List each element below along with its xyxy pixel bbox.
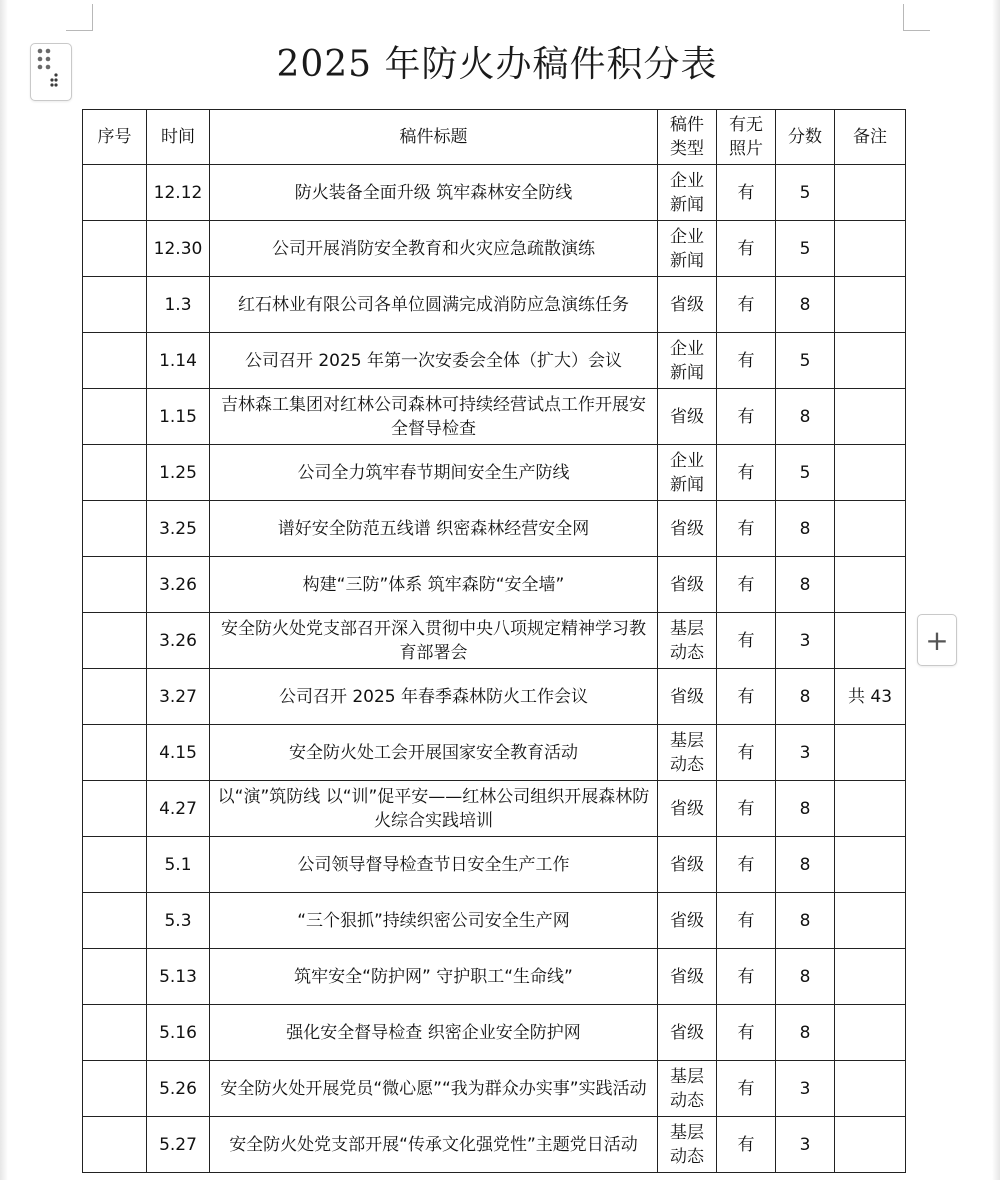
cell-remark[interactable] bbox=[835, 949, 906, 1005]
header-time: 时间 bbox=[147, 110, 210, 165]
cell-seq[interactable] bbox=[83, 949, 147, 1005]
cell-photo[interactable]: 有 bbox=[717, 1117, 776, 1173]
cell-title[interactable]: 安全防火处党支部开展“传承文化强党性”主题党日活动 bbox=[210, 1117, 658, 1173]
cell-title[interactable]: 安全防火处党支部召开深入贯彻中央八项规定精神学习教育部署会 bbox=[210, 613, 658, 669]
cell-seq[interactable] bbox=[83, 221, 147, 277]
cell-photo[interactable]: 有 bbox=[717, 613, 776, 669]
cell-time[interactable]: 5.26 bbox=[147, 1061, 210, 1117]
cell-seq[interactable] bbox=[83, 725, 147, 781]
header-photo: 有无照片 bbox=[717, 110, 776, 165]
cell-time[interactable]: 1.14 bbox=[147, 333, 210, 389]
cell-photo[interactable]: 有 bbox=[717, 277, 776, 333]
cell-seq[interactable] bbox=[83, 781, 147, 837]
table-row bbox=[83, 445, 906, 501]
cell-time[interactable]: 5.3 bbox=[147, 893, 210, 949]
cell-time[interactable]: 3.27 bbox=[147, 669, 210, 725]
cell-score[interactable]: 8 bbox=[776, 389, 835, 445]
cell-remark[interactable] bbox=[835, 557, 906, 613]
cell-title[interactable]: 公司全力筑牢春节期间安全生产防线 bbox=[210, 445, 658, 501]
cell-title[interactable]: 防火装备全面升级 筑牢森林安全防线 bbox=[210, 165, 658, 221]
cell-score[interactable]: 5 bbox=[776, 445, 835, 501]
cell-remark[interactable] bbox=[835, 221, 906, 277]
cell-type[interactable]: 省级 bbox=[658, 781, 717, 837]
cell-seq[interactable] bbox=[83, 1061, 147, 1117]
cell-type[interactable]: 省级 bbox=[658, 389, 717, 445]
cell-title[interactable]: 筑牢安全“防护网” 守护职工“生命线” bbox=[210, 949, 658, 1005]
cell-photo[interactable]: 有 bbox=[717, 1061, 776, 1117]
cell-seq[interactable] bbox=[83, 669, 147, 725]
cell-score[interactable]: 8 bbox=[776, 501, 835, 557]
table-row bbox=[83, 389, 906, 445]
page-margin-corner-top-right bbox=[903, 4, 930, 31]
cell-remark[interactable] bbox=[835, 781, 906, 837]
header-remark: 备注 bbox=[835, 110, 906, 165]
cell-time[interactable]: 3.26 bbox=[147, 613, 210, 669]
cell-photo[interactable]: 有 bbox=[717, 333, 776, 389]
cell-seq[interactable] bbox=[83, 445, 147, 501]
header-type: 稿件类型 bbox=[658, 110, 717, 165]
header-title: 稿件标题 bbox=[210, 110, 658, 165]
cell-score[interactable]: 8 bbox=[776, 277, 835, 333]
cell-title[interactable]: 公司召开 2025 年第一次安委会全体（扩大）会议 bbox=[210, 333, 658, 389]
cell-time[interactable]: 5.27 bbox=[147, 1117, 210, 1173]
cell-time[interactable]: 4.27 bbox=[147, 781, 210, 837]
table-row bbox=[83, 165, 906, 221]
cell-type[interactable]: 基层动态 bbox=[658, 1117, 717, 1173]
score-table bbox=[82, 109, 906, 1173]
cell-type[interactable]: 企业新闻 bbox=[658, 221, 717, 277]
table-row bbox=[83, 837, 906, 893]
cell-score[interactable]: 8 bbox=[776, 669, 835, 725]
table-header-row bbox=[83, 110, 906, 165]
cell-title[interactable]: 强化安全督导检查 织密企业安全防护网 bbox=[210, 1005, 658, 1061]
cell-title[interactable]: “三个狠抓”持续织密公司安全生产网 bbox=[210, 893, 658, 949]
cell-type[interactable]: 省级 bbox=[658, 949, 717, 1005]
cell-title[interactable]: 构建“三防”体系 筑牢森防“安全墙” bbox=[210, 557, 658, 613]
cell-type[interactable]: 省级 bbox=[658, 837, 717, 893]
cell-type[interactable]: 基层动态 bbox=[658, 613, 717, 669]
table-row bbox=[83, 1005, 906, 1061]
table-row bbox=[83, 669, 906, 725]
cell-type[interactable]: 基层动态 bbox=[658, 725, 717, 781]
cell-photo[interactable]: 有 bbox=[717, 445, 776, 501]
cell-seq[interactable] bbox=[83, 501, 147, 557]
cell-photo[interactable]: 有 bbox=[717, 893, 776, 949]
table-row bbox=[83, 613, 906, 669]
cell-score[interactable]: 3 bbox=[776, 1117, 835, 1173]
cell-score[interactable]: 8 bbox=[776, 557, 835, 613]
cell-seq[interactable] bbox=[83, 837, 147, 893]
add-row-button[interactable] bbox=[917, 614, 957, 666]
cell-photo[interactable]: 有 bbox=[717, 837, 776, 893]
table-row bbox=[83, 557, 906, 613]
cell-title[interactable]: 公司召开 2025 年春季森林防火工作会议 bbox=[210, 669, 658, 725]
cell-type[interactable]: 企业新闻 bbox=[658, 165, 717, 221]
table-row bbox=[83, 1117, 906, 1173]
table-row bbox=[83, 949, 906, 1005]
cell-type[interactable]: 基层动态 bbox=[658, 1061, 717, 1117]
cell-time[interactable]: 1.3 bbox=[147, 277, 210, 333]
plus-icon: + bbox=[925, 623, 949, 657]
cell-remark[interactable]: 共 43 bbox=[835, 669, 906, 725]
cell-score[interactable]: 8 bbox=[776, 781, 835, 837]
cell-photo[interactable]: 有 bbox=[717, 949, 776, 1005]
cell-title[interactable]: 安全防火处开展党员“微心愿”“我为群众办实事”实践活动 bbox=[210, 1061, 658, 1117]
cell-time[interactable]: 5.13 bbox=[147, 949, 210, 1005]
page-edge-left bbox=[0, 0, 8, 1180]
cell-remark[interactable] bbox=[835, 501, 906, 557]
cell-title[interactable]: 吉林森工集团对红林公司森林可持续经营试点工作开展安全督导检查 bbox=[210, 389, 658, 445]
cell-score[interactable]: 5 bbox=[776, 333, 835, 389]
cell-seq[interactable] bbox=[83, 333, 147, 389]
cell-score[interactable]: 8 bbox=[776, 893, 835, 949]
cell-time[interactable]: 3.26 bbox=[147, 557, 210, 613]
cell-title[interactable]: 安全防火处工会开展国家安全教育活动 bbox=[210, 725, 658, 781]
cell-type[interactable]: 省级 bbox=[658, 669, 717, 725]
cell-score[interactable]: 8 bbox=[776, 949, 835, 1005]
cell-score[interactable]: 5 bbox=[776, 221, 835, 277]
cell-photo[interactable]: 有 bbox=[717, 725, 776, 781]
cell-remark[interactable] bbox=[835, 1005, 906, 1061]
table-row bbox=[83, 333, 906, 389]
cell-seq[interactable] bbox=[83, 1117, 147, 1173]
cell-remark[interactable] bbox=[835, 165, 906, 221]
cell-remark[interactable] bbox=[835, 1117, 906, 1173]
cell-seq[interactable] bbox=[83, 165, 147, 221]
cell-type[interactable]: 省级 bbox=[658, 893, 717, 949]
cell-seq[interactable] bbox=[83, 557, 147, 613]
cell-remark[interactable] bbox=[835, 725, 906, 781]
cell-photo[interactable]: 有 bbox=[717, 557, 776, 613]
cell-photo[interactable]: 有 bbox=[717, 389, 776, 445]
cell-type[interactable]: 省级 bbox=[658, 501, 717, 557]
table-row bbox=[83, 501, 906, 557]
page-edge-right bbox=[992, 0, 1000, 1180]
cell-remark[interactable] bbox=[835, 277, 906, 333]
cell-remark[interactable] bbox=[835, 333, 906, 389]
cell-photo[interactable]: 有 bbox=[717, 669, 776, 725]
cell-score[interactable]: 5 bbox=[776, 165, 835, 221]
cell-time[interactable]: 4.15 bbox=[147, 725, 210, 781]
cell-photo[interactable]: 有 bbox=[717, 781, 776, 837]
table-row bbox=[83, 221, 906, 277]
cell-score[interactable]: 3 bbox=[776, 1061, 835, 1117]
header-score: 分数 bbox=[776, 110, 835, 165]
cell-seq[interactable] bbox=[83, 1005, 147, 1061]
cell-time[interactable]: 1.25 bbox=[147, 445, 210, 501]
cell-remark[interactable] bbox=[835, 893, 906, 949]
cell-remark[interactable] bbox=[835, 837, 906, 893]
cell-time[interactable]: 1.15 bbox=[147, 389, 210, 445]
cell-seq[interactable] bbox=[83, 389, 147, 445]
cell-time[interactable]: 5.16 bbox=[147, 1005, 210, 1061]
cell-photo[interactable]: 有 bbox=[717, 1005, 776, 1061]
table-row bbox=[83, 893, 906, 949]
table-row bbox=[83, 725, 906, 781]
cell-seq[interactable] bbox=[83, 613, 147, 669]
cell-time[interactable]: 12.30 bbox=[147, 221, 210, 277]
cell-remark[interactable] bbox=[835, 389, 906, 445]
header-seq: 序号 bbox=[83, 110, 147, 165]
cell-score[interactable]: 8 bbox=[776, 837, 835, 893]
cell-time[interactable]: 5.1 bbox=[147, 837, 210, 893]
table-row bbox=[83, 781, 906, 837]
cell-seq[interactable] bbox=[83, 893, 147, 949]
cell-title[interactable]: 公司开展消防安全教育和火灾应急疏散演练 bbox=[210, 221, 658, 277]
cell-title[interactable]: 红石林业有限公司各单位圆满完成消防应急演练任务 bbox=[210, 277, 658, 333]
cell-type[interactable]: 企业新闻 bbox=[658, 445, 717, 501]
cell-type[interactable]: 省级 bbox=[658, 557, 717, 613]
cell-time[interactable]: 3.25 bbox=[147, 501, 210, 557]
page-margin-corner-top-left bbox=[66, 4, 93, 31]
cell-remark[interactable] bbox=[835, 613, 906, 669]
cell-remark[interactable] bbox=[835, 445, 906, 501]
document-title: 2025 年防火办稿件积分表 bbox=[276, 44, 718, 85]
cell-type[interactable]: 省级 bbox=[658, 277, 717, 333]
cell-score[interactable]: 3 bbox=[776, 725, 835, 781]
cell-type[interactable]: 企业新闻 bbox=[658, 333, 717, 389]
cell-title[interactable]: 谱好安全防范五线谱 织密森林经营安全网 bbox=[210, 501, 658, 557]
cell-seq[interactable] bbox=[83, 277, 147, 333]
cell-type[interactable]: 省级 bbox=[658, 1005, 717, 1061]
table-row bbox=[83, 277, 906, 333]
cell-photo[interactable]: 有 bbox=[717, 165, 776, 221]
cell-title[interactable]: 以“演”筑防线 以“训”促平安——红林公司组织开展森林防火综合实践培训 bbox=[210, 781, 658, 837]
cell-title[interactable]: 公司领导督导检查节日安全生产工作 bbox=[210, 837, 658, 893]
cell-score[interactable]: 3 bbox=[776, 613, 835, 669]
cell-photo[interactable]: 有 bbox=[717, 221, 776, 277]
cell-remark[interactable] bbox=[835, 1061, 906, 1117]
cell-score[interactable]: 8 bbox=[776, 1005, 835, 1061]
table-row bbox=[83, 1061, 906, 1117]
cell-time[interactable]: 12.12 bbox=[147, 165, 210, 221]
cell-photo[interactable]: 有 bbox=[717, 501, 776, 557]
